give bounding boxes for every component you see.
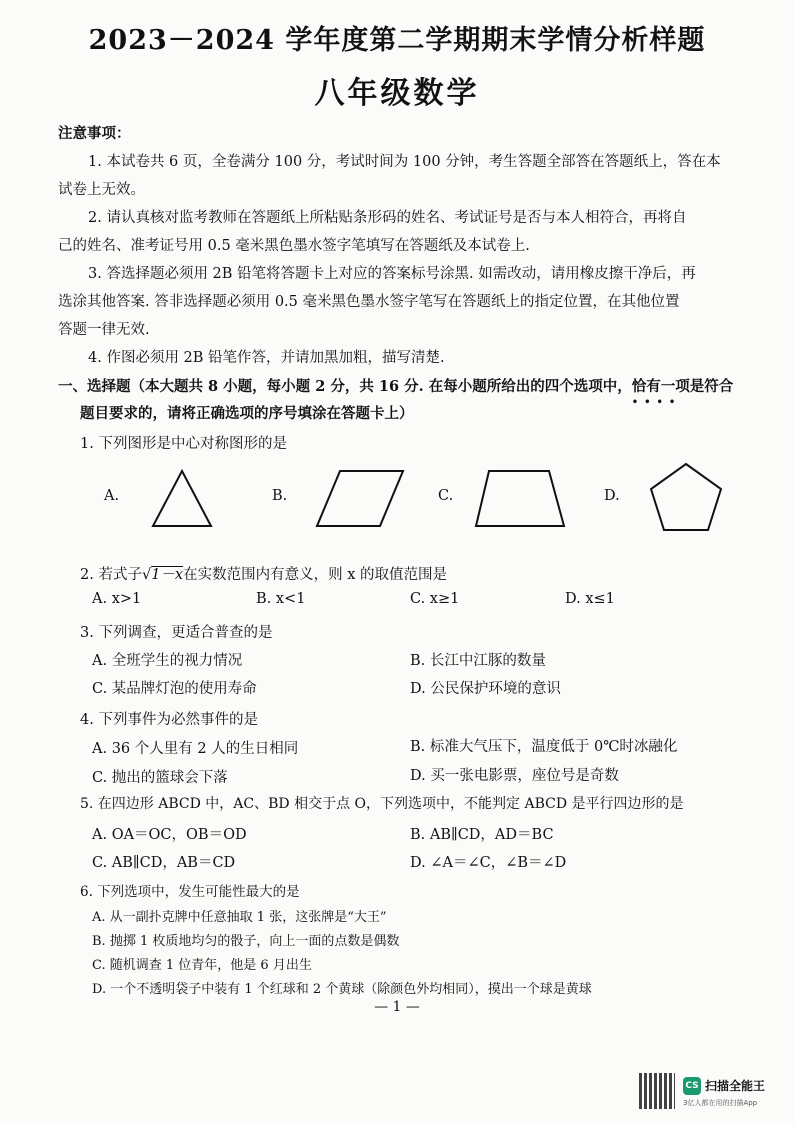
question-3-option-a: A. 全班学生的视力情况 <box>92 653 243 669</box>
section-1-text-a: 一、选择题（本大题共 8 小题，每小题 2 分，共 16 分. 在每小题所给出的四个选项中， <box>58 378 632 395</box>
exam-title: 2023－2024 学年度第二学期期末学情分析样题 <box>88 25 706 56</box>
notice-item-2-line-2: 己的姓名、准考证号用 0.5 毫米黑色墨水签字笔填写在答题纸及本试卷上. <box>58 238 530 254</box>
pentagon-figure <box>648 461 724 533</box>
question-3-option-d: D. 公民保护环境的意识 <box>410 681 561 697</box>
question-6-option-c: C. 随机调查 1 位青年，他是 6 月出生 <box>92 958 312 973</box>
notice-item-3-line-1: 3. 答选择题必须用 2B 铅笔将答题卡上对应的答案标号涂黑. 如需改动，请用橡皮擦干净后，再 <box>88 266 696 282</box>
camscanner-logo-icon: CS <box>683 1077 701 1095</box>
question-2-stem-pre: 2. 若式子 <box>80 567 142 583</box>
notice-heading: 注意事项： <box>58 125 131 142</box>
notice-item-4: 4. 作图必须用 2B 铅笔作答，并请加黑加粗，描写清楚. <box>88 350 445 366</box>
question-1-option-c-label: C. <box>438 488 454 504</box>
parallelogram-figure <box>314 468 406 530</box>
question-3-option-b: B. 长江中江豚的数量 <box>410 653 546 669</box>
exam-subtitle: 八年级数学 <box>314 76 480 111</box>
question-5-option-b: B. AB∥CD，AD＝BC <box>410 827 554 843</box>
emphasis-text: 恰有一项 •••• <box>631 378 690 408</box>
question-6-option-d: D. 一个不透明袋子中装有 1 个红球和 2 个黄球（除颜色外均相同），摸出一个球是黄球 <box>92 982 592 997</box>
question-1-option-b-label: B. <box>272 488 288 504</box>
question-1-option-d-label: D. <box>604 488 620 504</box>
notice-item-2-line-1: 2. 请认真核对监考教师在答题纸上所粘贴条形码的姓名、考试证号是否与本人相符合，再将自 <box>88 210 687 226</box>
question-2-option-d: D. x≤1 <box>565 591 615 607</box>
sqrt-expression: √1－x <box>141 567 184 583</box>
notice-item-3-line-2: 选涂其他答案. 答非选择题必须用 0.5 毫米黑色墨水签字笔写在答题纸上的指定位置，在其他位置 <box>58 294 680 310</box>
question-5-option-c: C. AB∥CD，AB＝CD <box>92 855 236 871</box>
question-4-option-a: A. 36 个人里有 2 人的生日相同 <box>92 741 299 757</box>
question-4-option-d: D. 买一张电影票，座位号是奇数 <box>410 768 619 784</box>
section-1-instruction-line-1 <box>58 375 734 408</box>
question-1-stem: 1. 下列图形是中心对称图形的是 <box>80 436 287 452</box>
trapezoid-figure <box>473 468 567 530</box>
question-5-stem: 5. 在四边形 ABCD 中，AC、BD 相交于点 O，下列选项中，不能判定 ABCD 是平行四边形的是 <box>80 796 684 812</box>
section-1-text-b: 是符合 <box>689 378 734 395</box>
page-number: — 1 — <box>374 999 420 1015</box>
question-6-stem: 6. 下列选项中，发生可能性最大的是 <box>80 884 300 900</box>
question-5-option-a: A. OA＝OC，OB＝OD <box>92 827 247 843</box>
question-3-option-c: C. 某品牌灯泡的使用寿命 <box>92 681 257 697</box>
question-4-option-b: B. 标准大气压下，温度低于 0℃时冰融化 <box>410 739 678 755</box>
question-5-option-d: D. ∠A＝∠C，∠B＝∠D <box>410 855 567 871</box>
watermark-subtitle: 3亿人都在用的扫描App <box>683 1099 758 1107</box>
question-3-stem: 3. 下列调查，更适合普查的是 <box>80 625 273 641</box>
question-4-option-c: C. 抛出的篮球会下落 <box>92 770 228 786</box>
question-4-stem: 4. 下列事件为必然事件的是 <box>80 712 258 728</box>
question-2-option-c: C. x≥1 <box>410 591 460 607</box>
question-6-option-a: A. 从一副扑克牌中任意抽取 1 张，这张牌是“大王” <box>92 910 387 925</box>
watermark-name: 扫描全能王 <box>705 1079 766 1093</box>
section-1-instruction-line-2: 题目要求的，请将正确选项的序号填涂在答题卡上） <box>80 405 414 422</box>
radicand: 1－x <box>151 567 184 583</box>
question-6-option-b: B. 抛掷 1 枚质地均匀的骰子，向上一面的点数是偶数 <box>92 934 400 949</box>
question-2-stem-post: 在实数范围内有意义，则 x 的取值范围是 <box>183 567 448 583</box>
triangle-figure <box>150 468 214 530</box>
qr-code-icon <box>639 1073 675 1109</box>
notice-item-1-line-1: 1. 本试卷共 6 页，全卷满分 100 分，考试时间为 100 分钟，考生答题全部答在答题纸上，答在本 <box>88 154 721 170</box>
question-2-option-b: B. x<1 <box>256 591 306 607</box>
notice-item-1-line-2: 试卷上无效。 <box>58 182 145 198</box>
question-2-option-a: A. x>1 <box>92 591 142 607</box>
notice-item-3-line-3: 答题一律无效. <box>58 322 150 338</box>
question-1-option-a-label: A. <box>104 488 120 504</box>
question-2-stem <box>80 563 447 584</box>
